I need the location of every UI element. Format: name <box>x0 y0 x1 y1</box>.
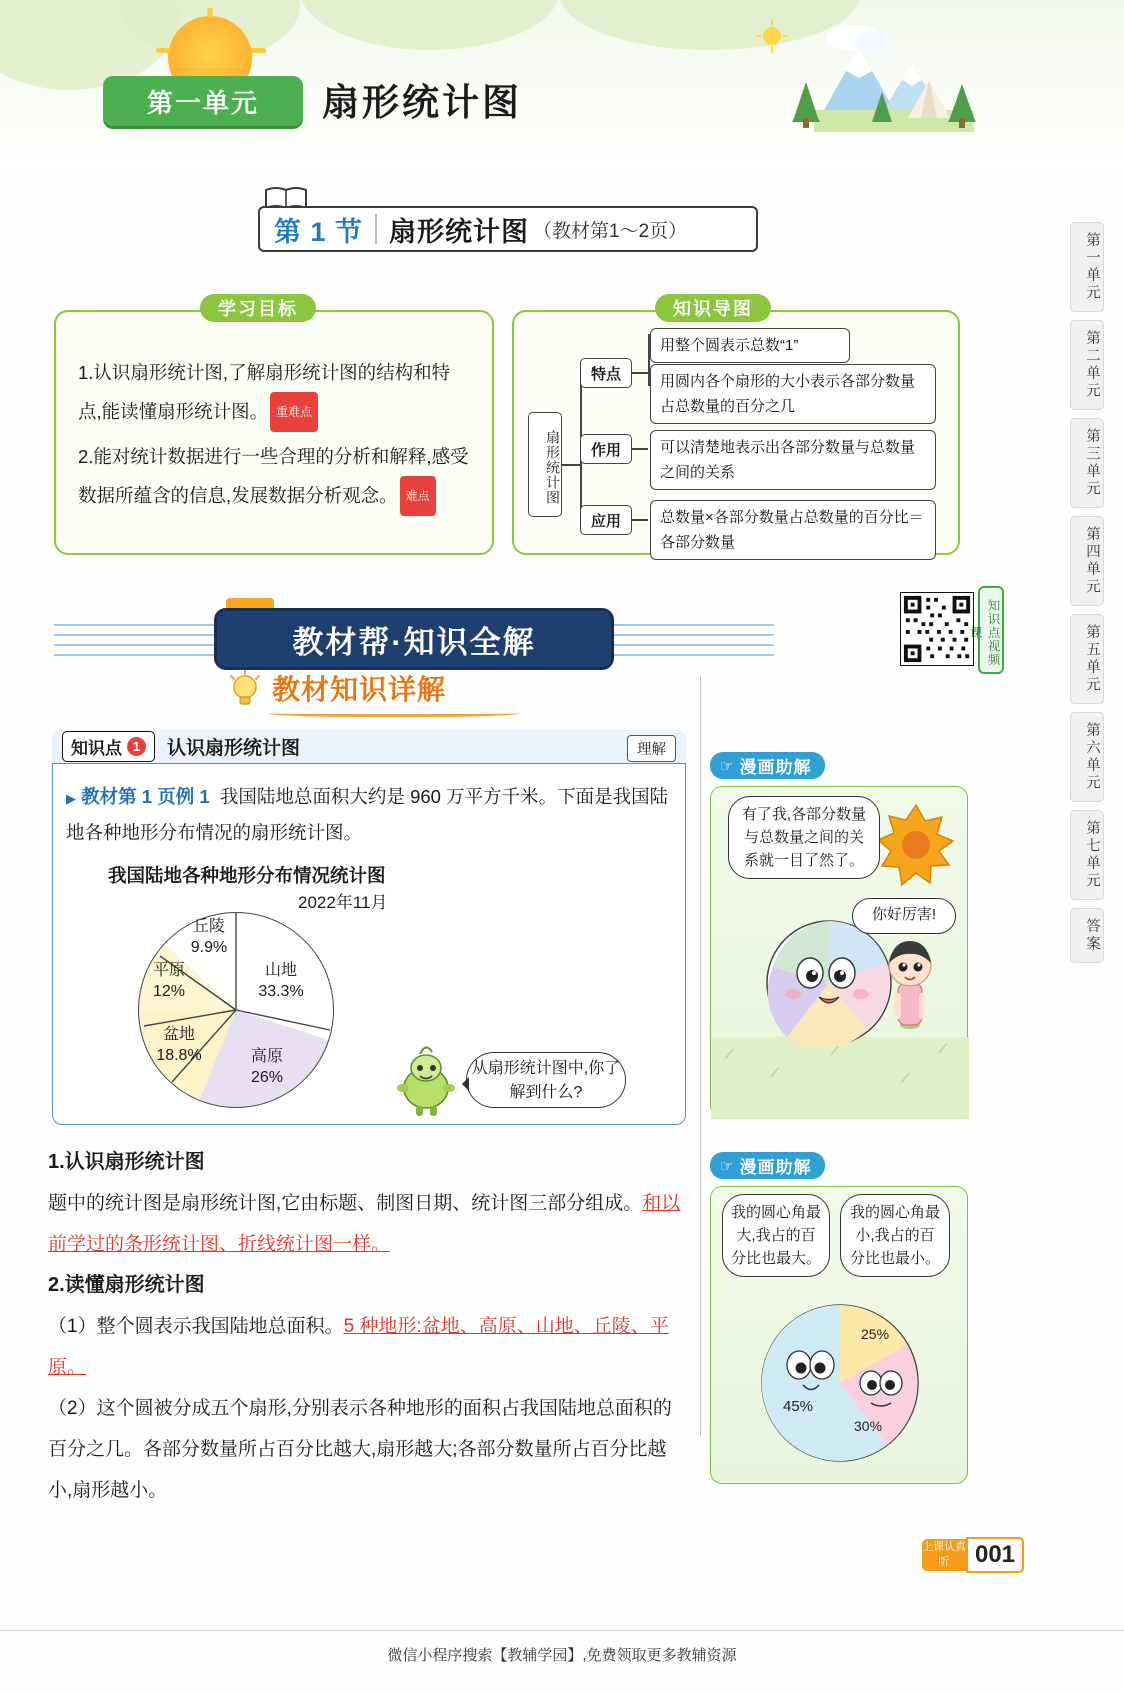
comic-bubble-1a: 有了我,各部分数量与总数量之间的关系就一目了然了。 <box>728 796 880 879</box>
goal-tag-2: 难点 <box>400 476 436 516</box>
lightbulb-icon <box>228 670 262 710</box>
learning-goals-label: 学习目标 <box>200 294 316 322</box>
comic-bubble-2a: 我的圆心角最大,我占的百分比也最大。 <box>722 1194 830 1277</box>
side-tab-0[interactable]: 第一单元 <box>1070 222 1104 312</box>
side-tab-6[interactable]: 第七单元 <box>1070 810 1104 900</box>
knowledge-point-number: 1 <box>127 737 146 756</box>
learning-goals-box <box>54 310 494 555</box>
footer-note: 微信小程序搜索【教辅学园】,免费领取更多教辅资源 <box>387 1647 737 1664</box>
knowledge-point-level: 理解 <box>627 735 676 762</box>
header-decoration <box>0 0 1124 170</box>
qr-side-label: 知识点视频课 <box>978 586 1004 674</box>
detail-header <box>228 666 528 712</box>
side-tab-4[interactable]: 第五单元 <box>1070 614 1104 704</box>
pie-label-山地: 山地 33.3% <box>258 962 304 1000</box>
pointing-hand-icon: ☞ <box>720 757 735 775</box>
comic-bubble-2b: 我的圆心角最小,我占的百分比也最小。 <box>840 1194 950 1277</box>
annotation-red-2: 5 种地形:盆地、高原、山地、丘陵、平原。 <box>48 1316 669 1378</box>
page-number-badge <box>922 1537 1038 1598</box>
mindmap-leaf-0-1: 用圆内各个扇形的大小表示各部分数量占总数量的百分之几 <box>650 364 936 424</box>
side-tab-7[interactable]: 答案 <box>1070 908 1104 963</box>
unit-title: 扇形统计图 <box>322 82 522 123</box>
svg-text:25%: 25% <box>861 1326 890 1342</box>
camp-illustration <box>754 18 984 148</box>
footer-divider <box>0 1630 1124 1631</box>
example-text: 我国陆地总面积大约是 960 万平方千米。下面是我国陆地各种地形分布情况的扇形统计图。 <box>66 786 669 843</box>
side-tab-5[interactable]: 第六单元 <box>1070 712 1104 802</box>
mindmap-branch-0: 特点 <box>580 358 632 388</box>
column-divider <box>700 676 701 1436</box>
svg-text:30%: 30% <box>854 1418 883 1434</box>
pie-label-盆地: 盆地 18.8% <box>156 1026 202 1064</box>
mascot-icon <box>390 1040 462 1118</box>
section-source: （教材第1～2页） <box>533 220 688 242</box>
chart-title: 我国陆地各种地形分布情况统计图 <box>108 865 386 886</box>
mindmap-root: 扇形统计图 <box>528 412 562 517</box>
section-header <box>258 198 778 254</box>
detail-title: 教材知识详解 <box>272 674 447 705</box>
side-tab-2[interactable]: 第三单元 <box>1070 418 1104 508</box>
side-tab-3[interactable]: 第四单元 <box>1070 516 1104 606</box>
comic-label-2: ☞ 漫画助解 <box>710 1152 825 1179</box>
knowledge-point-header <box>52 730 686 764</box>
section-number: 第 1 节 <box>274 216 364 247</box>
example-line <box>66 780 676 850</box>
goal-item-1: 1.认识扇形统计图,了解扇形统计图的结构和特点,能读懂扇形统计图。 重难点 <box>78 354 470 432</box>
side-tab-1[interactable]: 第二单元 <box>1070 320 1104 410</box>
section-name: 扇形统计图 <box>389 216 530 247</box>
body-text <box>48 1142 688 1511</box>
knowledge-point-tag: 知识点 1 <box>62 731 155 762</box>
pie-label-平原: 平原 12% <box>152 962 186 1000</box>
body-paragraph-1: 题中的统计图是扇形统计图,它由标题、制图日期、统计图三部分组成。和以前学过的条形统计图、折线统计图一样。 <box>48 1193 681 1255</box>
goal-item-2: 2.能对统计数据进行一些合理的分析和解释,感受数据所蕴含的信息,发展数据分析观念。 难点 <box>78 438 470 516</box>
goal-tag-1: 重难点 <box>270 392 318 432</box>
svg-text:45%: 45% <box>783 1398 814 1415</box>
body-paragraph-2: （1）整个圆表示我国陆地总面积。5 种地形:盆地、高原、山地、丘陵、平原。 <box>48 1316 669 1378</box>
mindmap-leaf-1-0: 可以清楚地表示出各部分数量与总数量之间的关系 <box>650 430 936 490</box>
banner-title: 教材帮·知识全解 <box>214 608 614 670</box>
qr-code[interactable] <box>900 592 974 666</box>
mindmap-leaf-2-0: 总数量×各部分数量占总数量的百分比＝各部分数量 <box>650 500 936 560</box>
chart-subtitle: 2022年11月 <box>298 893 388 912</box>
body-paragraph-3: （2）这个圆被分成五个扇形,分别表示各种地形的面积占我国陆地总面积的百分之几。各部分数量所占百分比越大,扇形越大;各部分数量所占百分比越小,扇形越小。 <box>48 1398 672 1501</box>
mindmap-branch-2: 应用 <box>580 505 632 535</box>
mascot-speech-bubble: 从扇形统计图中,你了解到什么? <box>466 1052 626 1108</box>
pie-label-高原: 高原 26% <box>250 1048 284 1086</box>
example-badge: ▶ 教材第 1 页例 1 <box>66 786 210 807</box>
annotation-red-1: 和以前学过的条形统计图、折线统计图一样。 <box>48 1193 681 1255</box>
comic-label-1: ☞ 漫画助解 <box>710 752 825 779</box>
side-index-tabs <box>1070 222 1106 971</box>
pie-label-丘陵: 丘陵 9.9% <box>190 918 228 956</box>
comic-bubble-1b: 你好厉害! <box>852 898 956 934</box>
body-heading-2: 2.读懂扇形统计图 <box>48 1274 205 1296</box>
knowledge-point-name: 认识扇形统计图 <box>167 738 301 759</box>
mindmap-leaf-0-0: 用整个圆表示总数“1” <box>650 328 850 363</box>
mindmap-label: 知识导图 <box>655 294 771 322</box>
pointing-hand-icon-2: ☞ <box>720 1157 735 1175</box>
page-number: 001 <box>966 1537 1024 1573</box>
unit-tag: 第一单元 <box>103 76 303 126</box>
mindmap-branch-1: 作用 <box>580 434 632 464</box>
page-badge-text: 上课认真听 下课练天霸 <box>922 1541 966 1598</box>
body-heading-1: 1.认识扇形统计图 <box>48 1151 205 1173</box>
